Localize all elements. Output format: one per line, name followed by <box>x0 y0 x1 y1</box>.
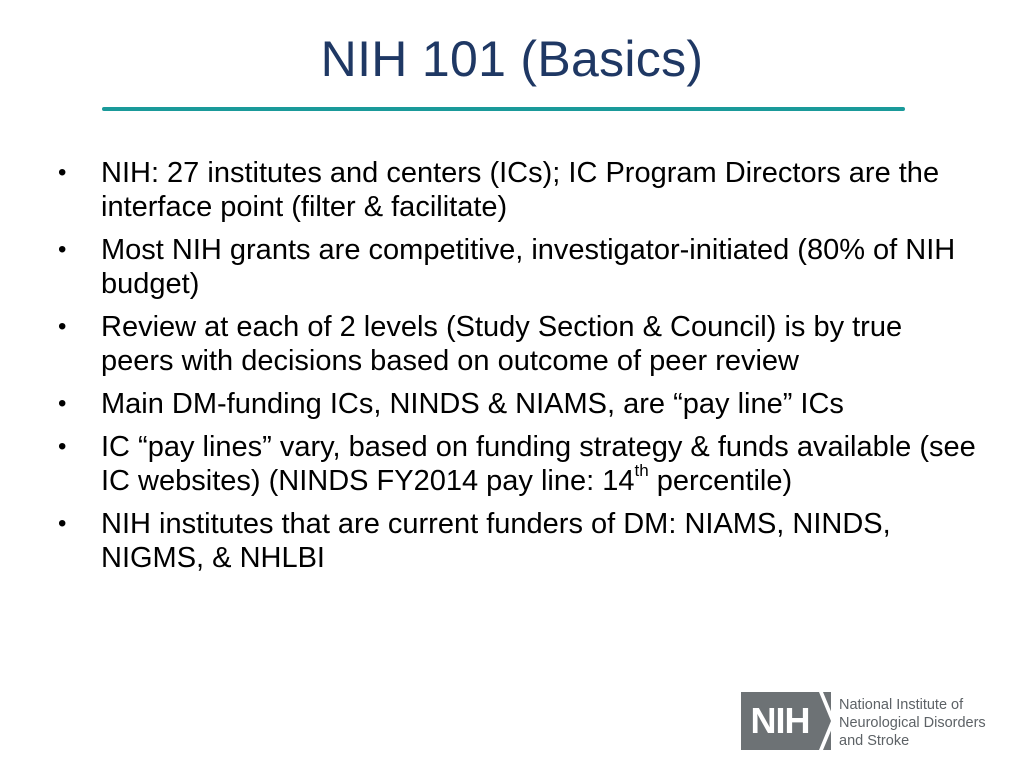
org-name-line: Neurological Disorders <box>839 715 986 731</box>
bullet-icon: • <box>58 433 67 460</box>
bullet-text: NIH institutes that are current funders of DM: NIAMS, NINDS, NIGMS, & NHLBI <box>101 508 891 574</box>
bullet-text: Review at each of 2 levels (Study Section & Council) is by true peers with decisions based on outcome of peer review <box>101 311 903 377</box>
bullet-text-end: percentile) <box>648 465 793 497</box>
chevron-right-icon <box>819 692 835 750</box>
bullet-item <box>58 387 978 421</box>
bullet-text-start: IC “pay lines” vary, based on funding strategy & funds available (see IC websites) (NINDS FY2014 pay line: 14 <box>101 431 976 497</box>
org-name-line: National Institute of <box>839 697 964 713</box>
bullet-item <box>58 507 978 575</box>
bullet-item <box>58 310 978 378</box>
bullet-text: Main DM-funding ICs, NINDS & NIAMS, are “pay line” ICs <box>101 388 844 420</box>
nih-logo-mark: NIH <box>750 700 810 741</box>
bullet-icon: • <box>58 390 67 417</box>
nih-logo-box <box>741 692 831 750</box>
bullet-icon: • <box>58 236 67 263</box>
bullet-item <box>58 233 978 301</box>
ninds-logo <box>741 692 1011 752</box>
bullet-list <box>58 156 978 584</box>
org-name-line: and Stroke <box>839 733 910 749</box>
bullet-icon: • <box>58 313 67 340</box>
bullet-text: NIH: 27 institutes and centers (ICs); IC Program Directors are the interface point (filter & facilitate) <box>101 157 940 223</box>
superscript-ordinal: th <box>634 461 649 480</box>
title-divider <box>102 107 905 111</box>
bullet-item <box>58 156 978 224</box>
bullet-text: Most NIH grants are competitive, investigator-initiated (80% of NIH budget) <box>101 234 956 300</box>
bullet-item <box>58 430 978 498</box>
bullet-icon: • <box>58 159 67 186</box>
slide-title: NIH 101 (Basics) <box>320 31 704 87</box>
org-name <box>839 696 1011 750</box>
bullet-icon: • <box>58 510 67 537</box>
